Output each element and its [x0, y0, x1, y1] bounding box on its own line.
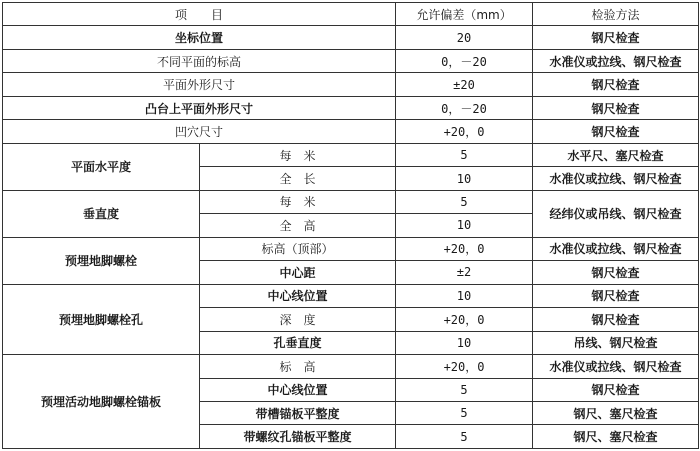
method-cell: 水准仪或拉线、钢尺检查 — [533, 49, 699, 72]
method-cell: 钢尺检查 — [533, 120, 699, 143]
sub-item-cell: 每 米 — [200, 190, 396, 213]
table-header-row — [3, 3, 699, 26]
tolerance-cell: 20 — [396, 26, 533, 49]
item-cell: 凸台上平面外形尺寸 — [3, 96, 396, 119]
tolerance-cell: 10 — [396, 331, 533, 354]
tolerance-cell: ±20 — [396, 73, 533, 96]
sub-item-cell: 中心线位置 — [200, 284, 396, 307]
method-cell: 钢尺检查 — [533, 284, 699, 307]
tolerance-cell: 10 — [396, 284, 533, 307]
sub-item-cell: 深 度 — [200, 308, 396, 331]
sub-item-cell: 全 长 — [200, 167, 396, 190]
table-row — [3, 26, 699, 49]
table-row — [3, 120, 699, 143]
method-cell: 钢尺检查 — [533, 73, 699, 96]
table-row — [3, 49, 699, 72]
tolerance-cell: ±2 — [396, 261, 533, 284]
sub-item-cell: 标 高 — [200, 355, 396, 378]
table-row — [3, 73, 699, 96]
header-item: 项 目 — [3, 3, 396, 26]
method-cell: 钢尺检查 — [533, 96, 699, 119]
item-cell: 不同平面的标高 — [3, 49, 396, 72]
table-row — [3, 96, 699, 119]
table-row — [3, 190, 699, 213]
sub-item-cell: 每 米 — [200, 143, 396, 166]
table-row — [3, 237, 699, 260]
method-cell: 水平尺、塞尺检查 — [533, 143, 699, 166]
group-cell: 预埋地脚螺栓孔 — [3, 284, 200, 354]
sub-item-cell: 孔垂直度 — [200, 331, 396, 354]
header-method: 检验方法 — [533, 3, 699, 26]
tolerance-cell: +20，0 — [396, 120, 533, 143]
group-cell: 垂直度 — [3, 190, 200, 237]
tolerance-cell: 5 — [396, 143, 533, 166]
table-row — [3, 355, 699, 378]
method-cell: 钢尺检查 — [533, 261, 699, 284]
group-cell: 预埋地脚螺栓 — [3, 237, 200, 284]
item-cell: 坐标位置 — [3, 26, 396, 49]
method-cell: 钢尺检查 — [533, 308, 699, 331]
sub-item-cell: 中心距 — [200, 261, 396, 284]
tolerance-cell: 10 — [396, 214, 533, 237]
group-cell: 平面水平度 — [3, 143, 200, 190]
method-cell: 钢尺检查 — [533, 26, 699, 49]
tolerance-cell: +20，0 — [396, 355, 533, 378]
method-cell: 钢尺检查 — [533, 378, 699, 401]
tolerance-cell: +20，0 — [396, 237, 533, 260]
method-cell: 水准仪或拉线、钢尺检查 — [533, 167, 699, 190]
item-cell: 凹穴尺寸 — [3, 120, 396, 143]
tolerance-cell: +20，0 — [396, 308, 533, 331]
tolerance-cell: 5 — [396, 378, 533, 401]
header-tolerance: 允许偏差（mm） — [396, 3, 533, 26]
tolerance-cell: 5 — [396, 190, 533, 213]
method-cell: 钢尺、塞尺检查 — [533, 425, 699, 449]
group-cell: 预埋活动地脚螺栓锚板 — [3, 355, 200, 449]
method-cell: 水准仪或拉线、钢尺检查 — [533, 355, 699, 378]
tolerance-cell: 10 — [396, 167, 533, 190]
sub-item-cell: 中心线位置 — [200, 378, 396, 401]
sub-item-cell: 全 高 — [200, 214, 396, 237]
sub-item-cell: 标高（顶部） — [200, 237, 396, 260]
tolerance-cell: 5 — [396, 401, 533, 424]
sub-item-cell: 带螺纹孔锚板平整度 — [200, 425, 396, 449]
table-row — [3, 284, 699, 307]
tolerance-cell: 5 — [396, 425, 533, 449]
tolerance-cell: 0，－20 — [396, 96, 533, 119]
method-cell: 经纬仪或吊线、钢尺检查 — [533, 190, 699, 237]
sub-item-cell: 带槽锚板平整度 — [200, 401, 396, 424]
item-cell: 平面外形尺寸 — [3, 73, 396, 96]
method-cell: 吊线、钢尺检查 — [533, 331, 699, 354]
method-cell: 钢尺、塞尺检查 — [533, 401, 699, 424]
table-row — [3, 143, 699, 166]
method-cell: 水准仪或拉线、钢尺检查 — [533, 237, 699, 260]
tolerance-cell: 0，－20 — [396, 49, 533, 72]
tolerance-table — [2, 2, 699, 449]
